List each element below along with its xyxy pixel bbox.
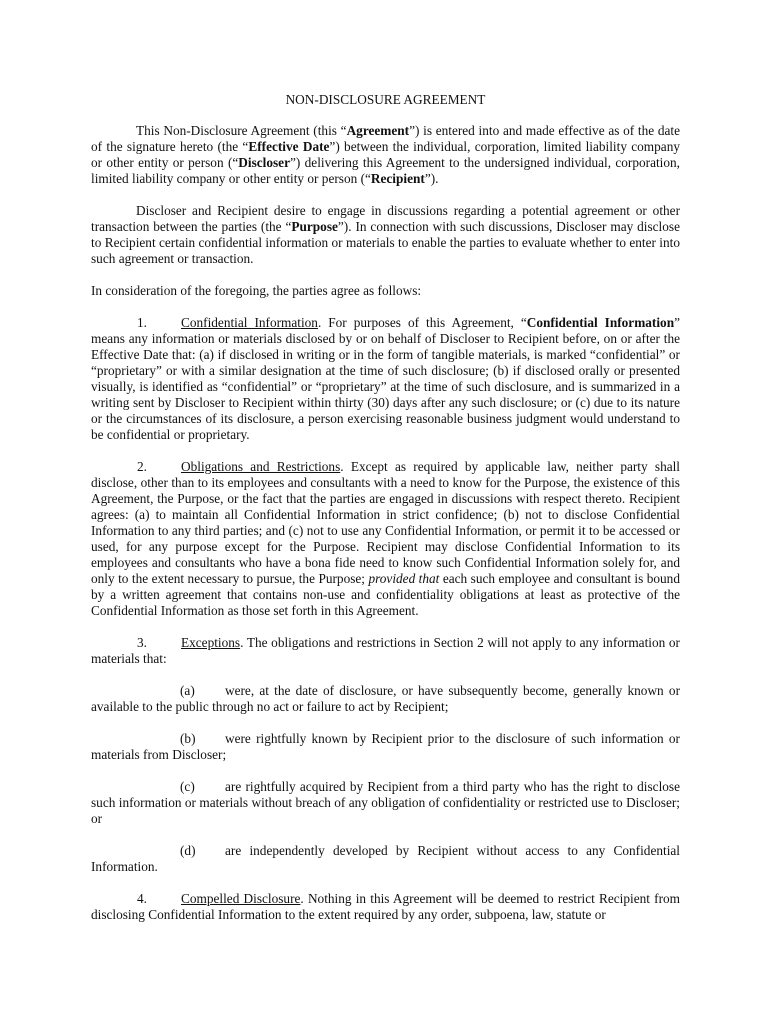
section-text: . For purposes of this Agreement, “: [317, 315, 527, 330]
section-text: each such employee and consultant is bound by a written agreement that contains non-use and confidentiality obligations at least as protective of the Confidential Information as those set forth in this Agreement.: [91, 571, 680, 618]
item-label: (a): [180, 683, 195, 698]
section-2-obligations: [91, 459, 680, 619]
section-number: 3.: [137, 635, 147, 650]
section-text: . Nothing in this Agreement will be deemed to restrict Recipient from disclosing Confidential Information to the extent required by any order, subpoena, law, statute or: [91, 891, 680, 922]
defined-term-agreement: Agreement: [346, 123, 410, 138]
intro-text: ”). In connection with such discussions, Discloser may disclose to Recipient certain confidential information or materials to enable the parties to evaluate whether to enter into such agreement or transaction.: [91, 219, 680, 266]
item-label: (d): [180, 843, 196, 858]
section-number: 1.: [137, 315, 147, 330]
section-1-confidential-information: [91, 315, 680, 443]
item-text: are rightfully acquired by Recipient from a third party who has the right to disclose such information or materials without breach of any obligation of confidentiality or restricted use to Discloser; or: [91, 779, 680, 826]
defined-term-recipient: Recipient: [370, 171, 425, 186]
item-text: were, at the date of disclosure, or have subsequently become, generally known or available to the public through no act or failure to act by Recipient;: [91, 683, 680, 714]
intro-paragraph-consideration: In consideration of the foregoing, the parties agree as follows:: [91, 283, 422, 298]
intro-text: ”) delivering this Agreement to the undersigned individual, corporation, limited liability company or other entity or person (“: [91, 155, 680, 186]
section-number: 2.: [137, 459, 147, 474]
defined-term-discloser: Discloser: [238, 155, 290, 170]
intro-text: ”).: [424, 171, 439, 186]
section-3-exceptions: [91, 635, 680, 667]
defined-term-confidential-information: Confidential Information: [526, 315, 675, 330]
section-text: ” means any information or materials disclosed by or on behalf of Discloser to Recipient before, on or after the Effective Date that: (a) if disclosed in writing or in the form of tangible materials, is marked “confidential” or “proprietary” or with a similar designation at the time of such disclosure; (b) if disclosed orally or presented visually, is identified as “confidential” or “proprietary” at the time of such disclosure, and is summarized in a writing sent by Discloser to Recipient within thirty (30) days after any such disclosure; or (c) due to its nature or the circumstances of its disclosure, a person exercising reasonable business judgment would understand to be confidential or proprietary.: [91, 315, 680, 442]
section-heading: Exceptions: [181, 635, 241, 650]
intro-text: This Non-Disclosure Agreement (this “: [136, 123, 347, 138]
emphasis-provided-that: provided that: [368, 571, 440, 586]
section-text: . The obligations and restrictions in Section 2 will not apply to any information or materials that:: [91, 635, 680, 666]
intro-paragraph-purpose: [91, 203, 680, 267]
item-text: were rightfully known by Recipient prior to the disclosure of such information or materials from Discloser;: [91, 731, 680, 762]
exception-item-d: [91, 843, 680, 875]
document-title: NON-DISCLOSURE AGREEMENT: [285, 92, 486, 107]
item-label: (c): [180, 779, 195, 794]
item-label: (b): [180, 731, 196, 746]
intro-text: ”) is entered into and made effective as of the date of the signature hereto (the “: [91, 123, 680, 154]
exception-item-a: [91, 683, 680, 715]
section-heading: Confidential Information: [181, 315, 318, 330]
section-number: 4.: [137, 891, 147, 906]
defined-term-purpose: Purpose: [291, 219, 338, 234]
exception-item-c: [91, 779, 680, 827]
section-heading: Compelled Disclosure: [181, 891, 301, 906]
intro-text: Discloser and Recipient desire to engage in discussions regarding a potential agreement or other transaction between the parties (the “: [91, 203, 680, 234]
defined-term-effective-date: Effective Date: [248, 139, 330, 154]
section-heading: Obligations and Restrictions: [181, 459, 341, 474]
item-text: are independently developed by Recipient without access to any Confidential Information.: [91, 843, 680, 874]
exception-item-b: [91, 731, 680, 763]
intro-paragraph-parties: [91, 123, 680, 187]
section-4-compelled-disclosure: [91, 891, 680, 923]
intro-text: ”) between the individual, corporation, limited liability company or other entity or person (“: [91, 139, 680, 170]
section-text: . Except as required by applicable law, neither party shall disclose, other than to its employees and consultants with a need to know for the Purpose, the existence of this Agreement, the Purpose, or the fact that the parties are engaged in discussions with respect thereto. Recipient agrees: (a) to maintain all Confidential Information in strict confidence; (b) not to disclose Confidential Information to any third parties; and (c) not to use any Confidential Information, or permit it to be accessed or used, for any purpose except for the Purpose. Recipient may disclose Confidential Information to its employees and consultants who have a bona fide need to know such Confidential Information solely for, and only to the extent necessary to pursue, the Purpose;: [91, 459, 681, 586]
